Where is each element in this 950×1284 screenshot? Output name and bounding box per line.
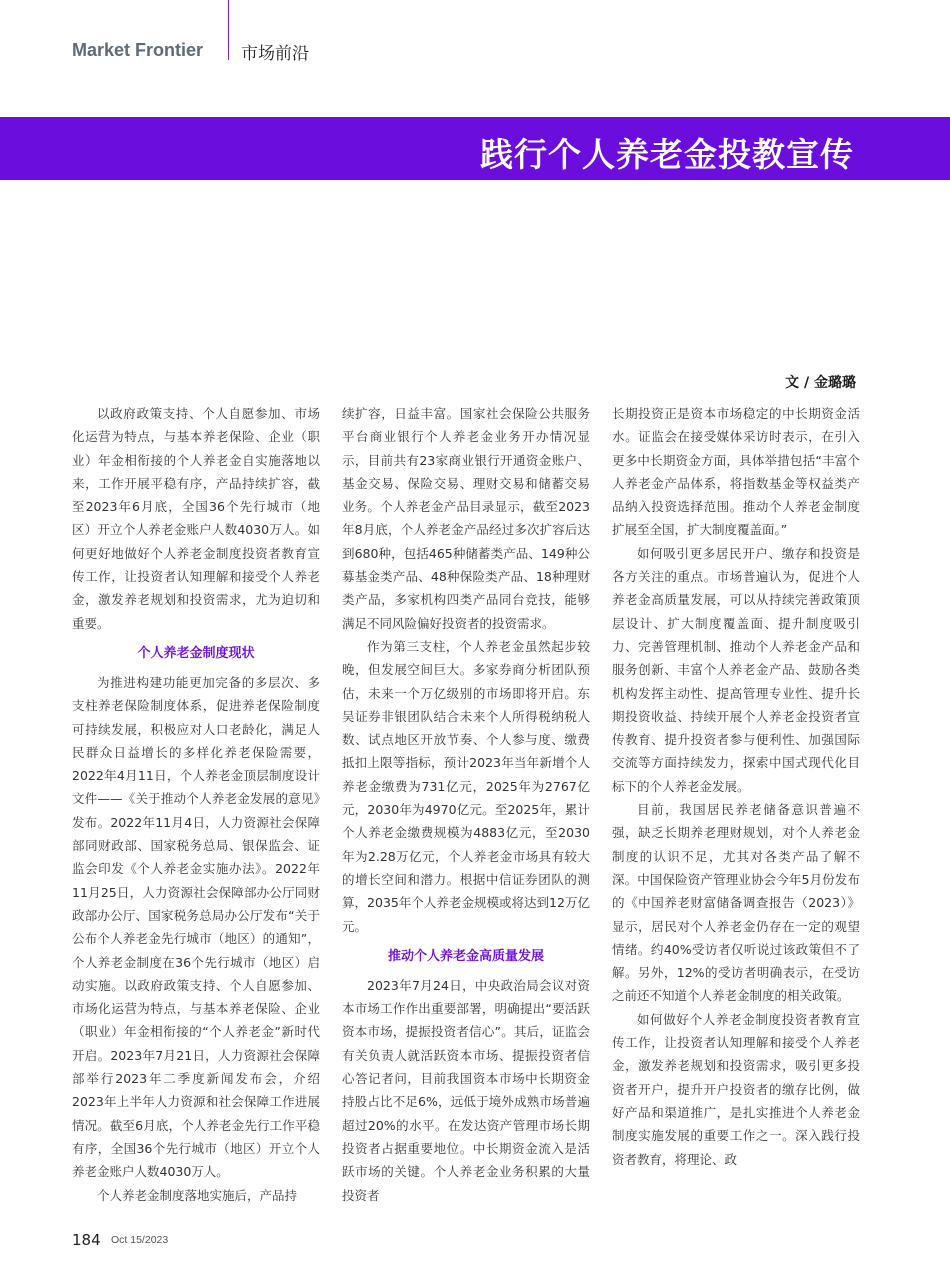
paragraph: 以政府政策支持、个人自愿参加、市场化运营为特点，与基本养老保险、企业（职业）年金相衔接的个人养老金自实施落地以来，工作开展平稳有序，产品持续扩容，截至2023年6月底，全国36个先行城市（地区）开立个人养老金账户人数4030万人。如何更好地做好个人养老金制度投资者教育宣传工作，让投资者认知理解和接受个人养老金，激发养老规划和投资需求，尤为迫切和重要。 — [72, 406, 320, 631]
section-name-cn: 市场前沿 — [241, 44, 309, 64]
header-divider — [228, 0, 229, 60]
text-column-1 — [72, 402, 320, 1207]
paragraph: 如何做好个人养老金制度投资者教育宣传工作，让投资者认知理解和接受个人养老金，激发养老规划和投资需求，吸引更多投资者开户，提升开户投资者的缴存比例，做好产品和渠道推广，是扎实推进个人养老金制度实施发展的重要工作之一。深入践行投资者教育，将理论、政 — [612, 1011, 860, 1167]
section-heading: 个人养老金制度现状 — [137, 645, 255, 661]
paragraph: 2023年7月24日，中央政治局会议对资本市场工作作出重要部署，明确提出“要活跃资本市场，提振投资者信心”。其后，证监会有关负责人就活跃资本市场、提振投资者信心答记者问，目前我国资本市场中长期资金持股占比不足6%，远低于境外成熟市场普遍超过20%的水平。在发达资产管理市场长期投资者占据重要地位。中长期资金流入是活跃市场的关键。个人养老金业务积累的大量投资者 — [342, 977, 590, 1203]
paragraph: 长期投资正是资本市场稳定的中长期资金活水。证监会在接受媒体采访时表示，在引入更多中长期资金方面，具体举措包括“丰富个人养老金产品体系，将指数基金等权益类产品纳入投资选择范围。推动个人养老金制度扩展至全国，扩大制度覆盖面。” — [612, 406, 860, 538]
paragraph: 个人养老金制度落地实施后，产品持 — [97, 1187, 298, 1203]
text-column-2 — [342, 402, 590, 1207]
article-title: 践行个人养老金投教宣传 — [480, 135, 854, 174]
paragraph: 续扩容，日益丰富。国家社会保险公共服务平台商业银行个人养老金业务开办情况显示，目前共有23家商业银行开通资金账户、基金交易、保险交易、理财交易和储蓄交易业务。个人养老金产品目录显示，截至2023年8月底，个人养老金产品经过多次扩容后达到680种，包括465种储蓄类产品、149种公募基金类产品、48种保险类产品、18种理财类产品，多家机构四类产品同台竞技，能够满足不同风险偏好投资者的投资需求。 — [342, 406, 590, 631]
paragraph: 如何吸引更多居民开户、缴存和投资是各方关注的重点。市场普遍认为，促进个人养老金高质量发展，可以从持续完善政策顶层设计、扩大制度覆盖面、提升制度吸引力、完善管理机制、推动个人养老金产品和服务创新、丰富个人养老金产品、鼓励各类机构发挥主动性、提高管理专业性、提升长期投资收益、持续开展个人养老金投资者宣传教育、提升投资者参与便利性、加强国际交流等方面持续发力，探索中国式现代化目标下的个人养老金发展。 — [612, 545, 860, 794]
paragraph: 为推进构建功能更加完备的多层次、多支柱养老保险制度体系，促进养老保险制度可持续发展，积极应对人口老龄化，满足人民群众日益增长的多样化养老保险需要，2022年4月11日，个人养老金顶层制度设计文件——《关于推动个人养老金发展的意见》发布。2022年11月4日，人力资源社会保障部同财政部、国家税务总局、银保监会、证监会印发《个人养老金实施办法》。2022年11月25日，人力资源社会保障部办公厅同财政部办公厅、国家税务总局办公厅发布“关于公布个人养老金先行城市（地区）的通知”，个人养老金制度在36个先行城市（地区）启动实施。以政府政策支持、个人自愿参加、市场化运营为特点，与基本养老保险、企业（职业）年金相衔接的“个人养老金”新时代开启。2023年7月21日，人力资源社会保障部举行2023年二季度新闻发布会，介绍2023年上半年人力资源和社会保障工作进展情况。截至6月底，个人养老金先行工作平稳有序，全国36个先行城市（地区）开立个人养老金账户人数4030万人。 — [72, 674, 320, 1180]
text-column-3 — [612, 402, 860, 1171]
title-banner — [0, 117, 950, 180]
section-name-en: Market Frontier — [72, 40, 204, 60]
author-byline: 文 / 金璐璐 — [785, 375, 856, 391]
section-heading: 推动个人养老金高质量发展 — [387, 948, 544, 964]
paragraph: 作为第三支柱，个人养老金虽然起步较晚，但发展空间巨大。多家券商分析团队预估，未来一个万亿级别的市场即将开启。东吴证券非银团队结合未来个人所得税纳税人数、试点地区开放节奏、个人参与度、缴费抵扣上限等指标，预计2023年当年新增个人养老金缴费为731亿元，2025年为2767亿元，2030年为4970亿元。至2025年，累计个人养老金缴费规模为4883亿元，至2030年为2.28万亿元，个人养老金市场具有较大的增长空间和潜力。根据中信证券团队的测算，2035年个人养老金规模或将达到12万亿元。 — [342, 638, 590, 934]
issue-date: Oct 15/2023 — [111, 1234, 169, 1246]
paragraph: 目前，我国居民养老储备意识普遍不强，缺乏长期养老理财规划，对个人养老金制度的认识不足，尤其对各类产品了解不深。中国保险资产管理业协会今年5月份发布的《中国养老财富储备调查报告（2023）》显示，居民对个人养老金仍存在一定的观望情绪。约40%受访者仅听说过该政策但不了解。另外，12%的受访者明确表示，在受访之前还不知道个人养老金制度的相关政策。 — [612, 802, 860, 1004]
page-number: 184 — [72, 1231, 101, 1249]
